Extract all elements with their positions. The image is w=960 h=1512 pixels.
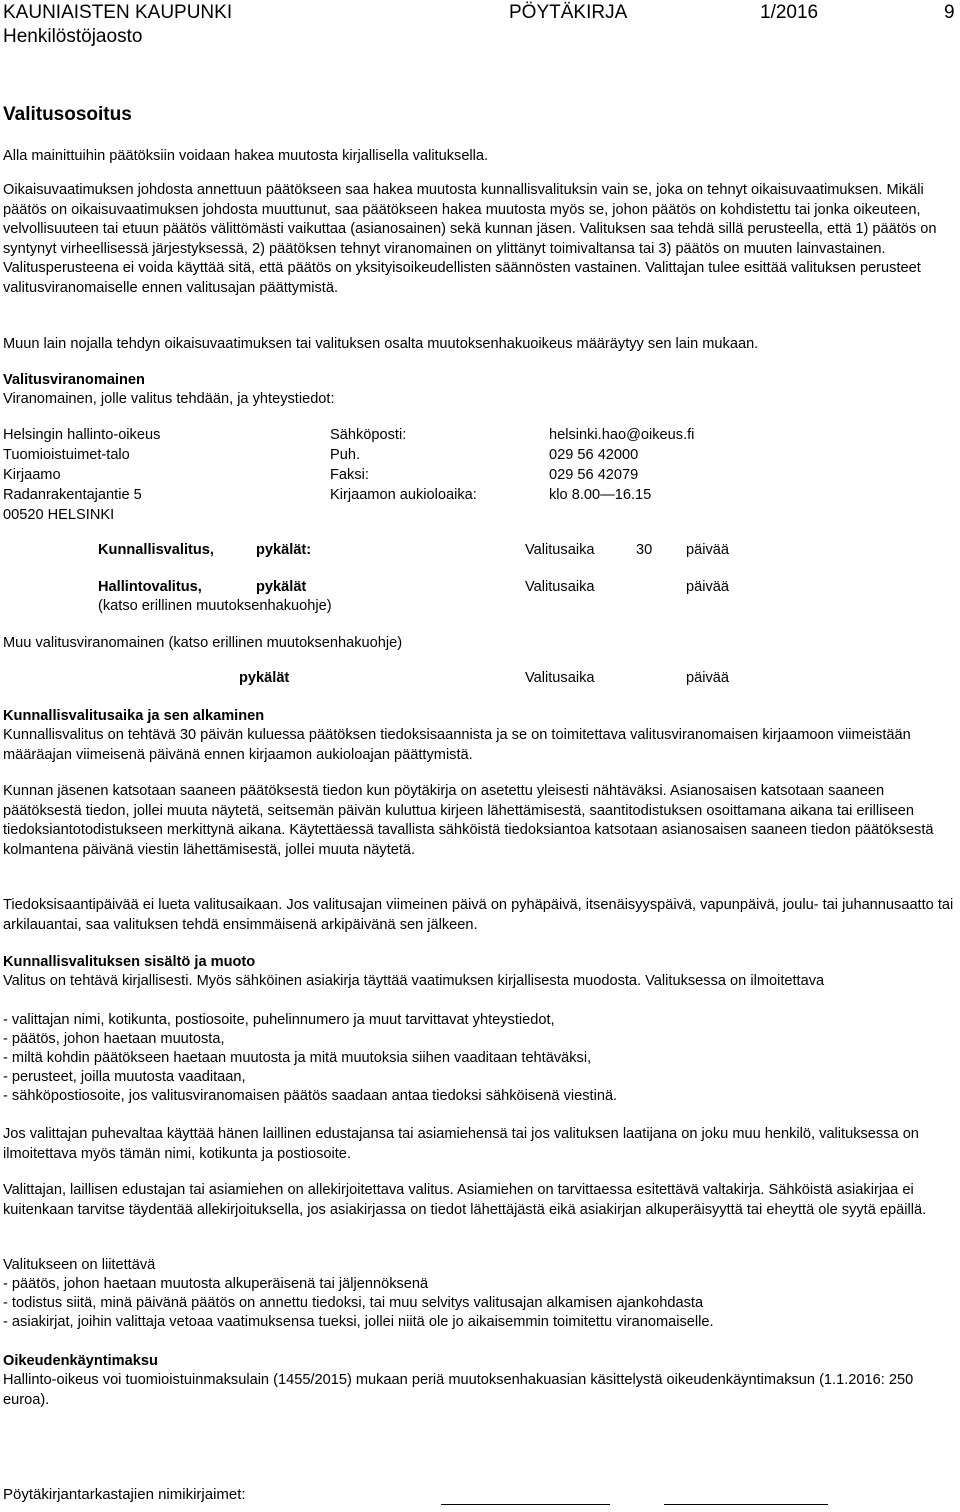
section-sisalto-allekirjoitus: Valittajan, laillisen edustajan tai asiamiehen on allekirjoitettava valitus. Asiamiehen on tarvittaessa esitettävä valtakirja. Sähköistä asiakirjaa ei kuitenkaan tarvitse täydentää allekirjoituksella, jos asiakirjassa on tiedot lähettäjästä eikä asiakirjan alkuperäisyyttä tai eheyttä ole syytä epäillä.: [3, 1182, 927, 1218]
contact-name: Tuomioistuimet-talo: [3, 447, 130, 463]
section-aika-p3: Tiedoksisaantipäivää ei lueta valitusaikaan. Jos valitusajan viimeinen päivä on pyhäpäivä, itsenäisyyspäivä, vapunpäivä, joulu- tai juhannusaatto tai arkilauantai, saa valituksen tehdä ensimmäisenä arkipäivänä sen jälkeen.: [3, 897, 954, 933]
hallintovalitus-label: Hallintovalitus,: [98, 579, 202, 595]
list-item: - päätös, johon haetaan muutosta alkuperäisenä tai jäljennöksenä: [3, 1276, 429, 1292]
section-sisalto-heading: Kunnallisvalituksen sisältö ja muoto: [3, 954, 256, 970]
contact-row: [3, 466, 763, 486]
section-maksu-text: Hallinto-oikeus voi tuomioistuinmaksulain (1455/2015) mukaan periä muutoksenhakuasian käsittelystä oikeudenkäyntimaksun (1.1.2016: 250 euroa).: [3, 1372, 914, 1408]
section-sisalto-puhevalta: Jos valittajan puhevaltaa käyttää hänen laillinen edustajansa tai asiamiehensä tai jos valituksen laatijana on joku muu henkilö, valituksessa on ilmoitettava myös tämän nimi, kotikunta ja postiosoite.: [3, 1126, 919, 1162]
intro-text: Alla mainittuihin päätöksiin voidaan hakea muutosta kirjallisella valituksella.: [3, 148, 489, 164]
kunnallisvalitus-valitusaika: Valitusaika: [525, 542, 595, 558]
paragraph-oikaisuvaatimus: Oikaisuvaatimuksen johdosta annettuun päätökseen saa hakea muutosta kunnallisvalituksin vain se, joka on tehnyt oikaisuvaatimuksen. Mikäli päätös on oikaisuvaatimuksen johdosta muuttunut, saa päätökseen hakea muutosta myös se, johon päätös on kohdistettu tai jonka oikeuteen, velvollisuuteen tai etuun päätös välittömästi vaikuttaa (asianosainen) sekä kunnan jäsen. Valituksen saa tehdä sillä perusteella, että 1) päätös on syntynyt virheellisessä järjestyksessä, 2) päätöksen tehnyt viranomainen on ylittänyt toimivaltansa tai 3) päätös on muuten lainvastainen. Valitusperusteena ei voida käyttää sitä, että päätös on yksityisoikeudellisten säännösten vastainen. Valittajan tulee esittää valituksen perusteet valitusviranomaiselle ennen valitusajan päättymistä.: [3, 182, 937, 296]
contact-row: [3, 486, 763, 506]
kunnallisvalitus-unit: päivää: [686, 542, 730, 558]
list-item: - asiakirjat, joihin valittaja vetoaa vaatimuksensa tueksi, jollei niitä ole jo aikaisemmin toimitettu viranomaiselle.: [3, 1314, 714, 1330]
hallintovalitus-pykalat: pykälät: [256, 579, 307, 595]
header-body: Henkilöstöjaosto: [3, 26, 143, 47]
authority-heading: Valitusviranomainen: [3, 372, 145, 388]
contact-value: 029 56 42000: [549, 447, 639, 463]
list-item: - miltä kohdin päätökseen haetaan muutosta ja mitä muutoksia siihen vaaditaan tehtäväksi,: [3, 1050, 592, 1066]
contact-row: [3, 506, 763, 526]
muu-pykalat: pykälät: [239, 670, 290, 686]
header-org: KAUNIAISTEN KAUPUNKI: [3, 2, 233, 23]
authority-contact-table: [3, 426, 763, 526]
contact-row: [3, 446, 763, 466]
section-maksu-heading: Oikeudenkäyntimaksu: [3, 1353, 158, 1369]
section-sisalto-intro: Valitus on tehtävä kirjallisesti. Myös sähköinen asiakirja täyttää vaatimuksen kirjallisesta muodosta. Valituksessa on ilmoitettava: [3, 973, 825, 989]
contact-value: helsinki.hao@oikeus.fi: [549, 427, 695, 443]
contact-name: Kirjaamo: [3, 467, 61, 483]
hallintovalitus-note: (katso erillinen muutoksenhakuohje): [98, 598, 332, 614]
page-title: Valitusosoitus: [3, 104, 132, 125]
header-number: 1/2016: [760, 2, 819, 23]
kunnallisvalitus-days: 30: [636, 542, 653, 558]
list-item: - perusteet, joilla muutosta vaaditaan,: [3, 1069, 246, 1085]
muu-valitusviranomainen: Muu valitusviranomainen (katso erillinen muutoksenhakuohje): [3, 635, 403, 651]
header-doc-type: PÖYTÄKIRJA: [509, 2, 628, 23]
list-item: - päätös, johon haetaan muutosta,: [3, 1031, 225, 1047]
section-liitteet-heading: Valitukseen on liitettävä: [3, 1257, 156, 1273]
list-item: - sähköpostiosoite, jos valitusviranomaisen päätös saadaan antaa tiedoksi sähköisenä viestinä.: [3, 1088, 618, 1104]
signature-line: [441, 1504, 610, 1505]
section-aika-heading: Kunnallisvalitusaika ja sen alkaminen: [3, 708, 265, 724]
contact-value: 029 56 42079: [549, 467, 639, 483]
signature-label: Pöytäkirjantarkastajien nimikirjaimet:: [3, 1486, 246, 1503]
section-aika-p2: Kunnan jäsenen katsotaan saaneen päätöksestä tiedon kun pöytäkirja on asetettu yleisesti nähtäväksi. Asianosaisen katsotaan saaneen päätöksestä tiedon, jollei muuta näytetä, seitsemän päivän kuluttua kirjeen lähettämisestä, saantitodistuksen osoittamana aikana tai erilliseen tiedoksiantotodistukseen merkittynä aikana. Käytettäessä tavallista sähköistä tiedoksiantoa katsotaan asianosaisen saaneen tiedon päätöksestä kolmantena päivänä viestin lähettämisestä, jollei muuta näytetä.: [3, 783, 934, 858]
contact-name: 00520 HELSINKI: [3, 507, 115, 523]
muu-unit: päivää: [686, 670, 730, 686]
contact-name: Radanrakentajantie 5: [3, 487, 142, 503]
contact-label: Puh.: [330, 447, 361, 463]
list-item: - todistus siitä, minä päivänä päätös on annettu tiedoksi, tai muu selvitys valitusajan alkamisen ajankohdasta: [3, 1295, 704, 1311]
contact-label: Sähköposti:: [330, 427, 407, 443]
contact-label: Kirjaamon aukioloaika:: [330, 487, 477, 503]
section-aika-p1: Kunnallisvalitus on tehtävä 30 päivän kuluessa päätöksen tiedoksisaannista ja se on toimitettava valitusviranomaisen kirjaamoon viimeistään määräajan viimeisenä päivänä ennen kirjaamon aukioloajan päättymistä.: [3, 727, 911, 763]
hallintovalitus-unit: päivää: [686, 579, 730, 595]
signature-line: [664, 1504, 828, 1505]
header-page-number: 9: [944, 2, 955, 23]
muu-valitusaika: Valitusaika: [525, 670, 595, 686]
contact-value: klo 8.00—16.15: [549, 487, 652, 503]
kunnallisvalitus-pykalat: pykälät:: [256, 542, 312, 558]
contact-name: Helsingin hallinto-oikeus: [3, 427, 161, 443]
kunnallisvalitus-label: Kunnallisvalitus,: [98, 542, 214, 558]
list-item: - valittajan nimi, kotikunta, postiosoite, puhelinnumero ja muut tarvittavat yhteystiedot,: [3, 1012, 555, 1028]
authority-intro: Viranomainen, jolle valitus tehdään, ja yhteystiedot:: [3, 391, 335, 407]
paragraph-muun-lain: Muun lain nojalla tehdyn oikaisuvaatimuksen tai valituksen osalta muutoksenhakuoikeus määräytyy sen lain mukaan.: [3, 336, 759, 352]
hallintovalitus-valitusaika: Valitusaika: [525, 579, 595, 595]
contact-row: [3, 426, 763, 446]
contact-label: Faksi:: [330, 467, 369, 483]
